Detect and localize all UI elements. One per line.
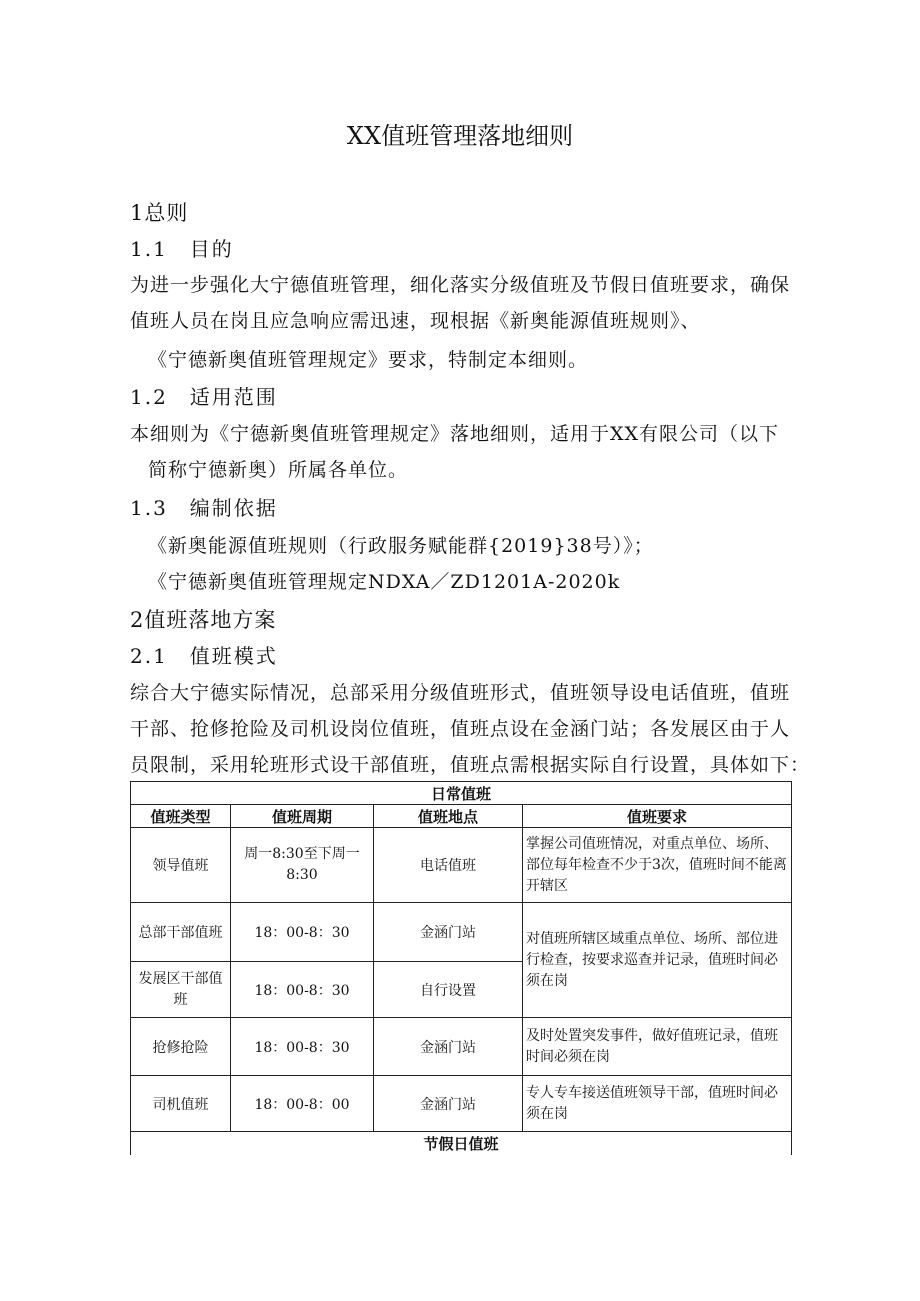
column-header-requirement: 值班要求 bbox=[523, 805, 792, 828]
paragraph-line: 为进一步强化大宁德值班管理，细化落实分级值班及节假日值班要求，确保 bbox=[130, 274, 791, 296]
cell-requirement: 掌握公司值班情况，对重点单位、场所、部位每年检查不少于3次，值班时间不能离开辖区 bbox=[523, 828, 792, 903]
table-row bbox=[131, 903, 792, 962]
duty-schedule-table bbox=[130, 781, 792, 1155]
column-header-place: 值班地点 bbox=[374, 805, 523, 828]
cell-place: 金涵门站 bbox=[374, 903, 523, 962]
column-header-period: 值班周期 bbox=[231, 805, 374, 828]
cell-period: 18：00-8：30 bbox=[231, 962, 374, 1018]
cell-type: 抢修抢险 bbox=[131, 1018, 231, 1076]
reference-line: 《新奥能源值班规则（行政服务赋能群{2019}38号）》； bbox=[148, 535, 654, 557]
table-header-row bbox=[131, 805, 792, 828]
cell-place: 自行设置 bbox=[374, 962, 523, 1018]
reference-line: 《宁德新奥值班管理规定NDXA／ZD1201A-2020k bbox=[148, 571, 621, 593]
paragraph-line: 干部、抢修抢险及司机设岗位值班，值班点设在金涵门站；各发展区由于人 bbox=[130, 718, 791, 740]
column-header-type: 值班类型 bbox=[131, 805, 231, 828]
section-1-1-heading: 1.1 目的 bbox=[130, 237, 234, 261]
cell-type: 领导值班 bbox=[131, 828, 231, 903]
paragraph-line: 员限制，采用轮班形式设干部值班，值班点需根据实际自行设置，具体如下： bbox=[130, 754, 811, 776]
cell-type: 发展区干部值班 bbox=[131, 962, 231, 1018]
cell-type: 司机值班 bbox=[131, 1076, 231, 1132]
table-row bbox=[131, 1018, 792, 1076]
section-1-2-heading: 1.2 适用范围 bbox=[130, 385, 278, 409]
section-2-heading: 2值班落地方案 bbox=[130, 608, 277, 632]
cell-period: 18：00-8：00 bbox=[231, 1076, 374, 1132]
table-section-row bbox=[131, 782, 792, 805]
paragraph-line: 《宁德新奥值班管理规定》要求，特制定本细则。 bbox=[148, 349, 589, 371]
section-1-3-heading: 1.3 编制依据 bbox=[130, 496, 278, 520]
cell-place: 电话值班 bbox=[374, 828, 523, 903]
paragraph-line: 本细则为《宁德新奥值班管理规定》落地细则，适用于XX有限公司（以下 bbox=[130, 423, 780, 445]
cell-requirement: 及时处置突发事件，做好值班记录，值班时间必须在岗 bbox=[523, 1018, 792, 1076]
table-row bbox=[131, 1076, 792, 1132]
section-holiday-duty: 节假日值班 bbox=[131, 1132, 792, 1155]
cell-period: 周一8:30至下周一8:30 bbox=[231, 828, 374, 903]
section-1-heading: 1总则 bbox=[130, 201, 189, 225]
cell-type: 总部干部值班 bbox=[131, 903, 231, 962]
cell-period: 18：00-8：30 bbox=[231, 903, 374, 962]
cell-requirement: 对值班所辖区域重点单位、场所、部位进行检查，按要求巡查并记录，值班时间必须在岗 bbox=[523, 903, 792, 1018]
cell-place: 金涵门站 bbox=[374, 1076, 523, 1132]
paragraph-line: 值班人员在岗且应急响应需迅速，现根据《新奥能源值班规则》、 bbox=[130, 310, 701, 332]
cell-period: 18：00-8：30 bbox=[231, 1018, 374, 1076]
section-2-1-heading: 2.1 值班模式 bbox=[130, 644, 278, 668]
table-section-row bbox=[131, 1132, 792, 1155]
paragraph-line: 综合大宁德实际情况，总部采用分级值班形式，值班领导设电话值班，值班 bbox=[130, 682, 791, 704]
table-row bbox=[131, 828, 792, 903]
cell-place: 金涵门站 bbox=[374, 1018, 523, 1076]
cell-requirement: 专人专车接送值班领导干部，值班时间必须在岗 bbox=[523, 1076, 792, 1132]
document-title: XX值班管理落地细则 bbox=[346, 122, 574, 150]
paragraph-line: 简称宁德新奥）所属各单位。 bbox=[148, 459, 409, 481]
section-daily-duty: 日常值班 bbox=[131, 782, 792, 805]
